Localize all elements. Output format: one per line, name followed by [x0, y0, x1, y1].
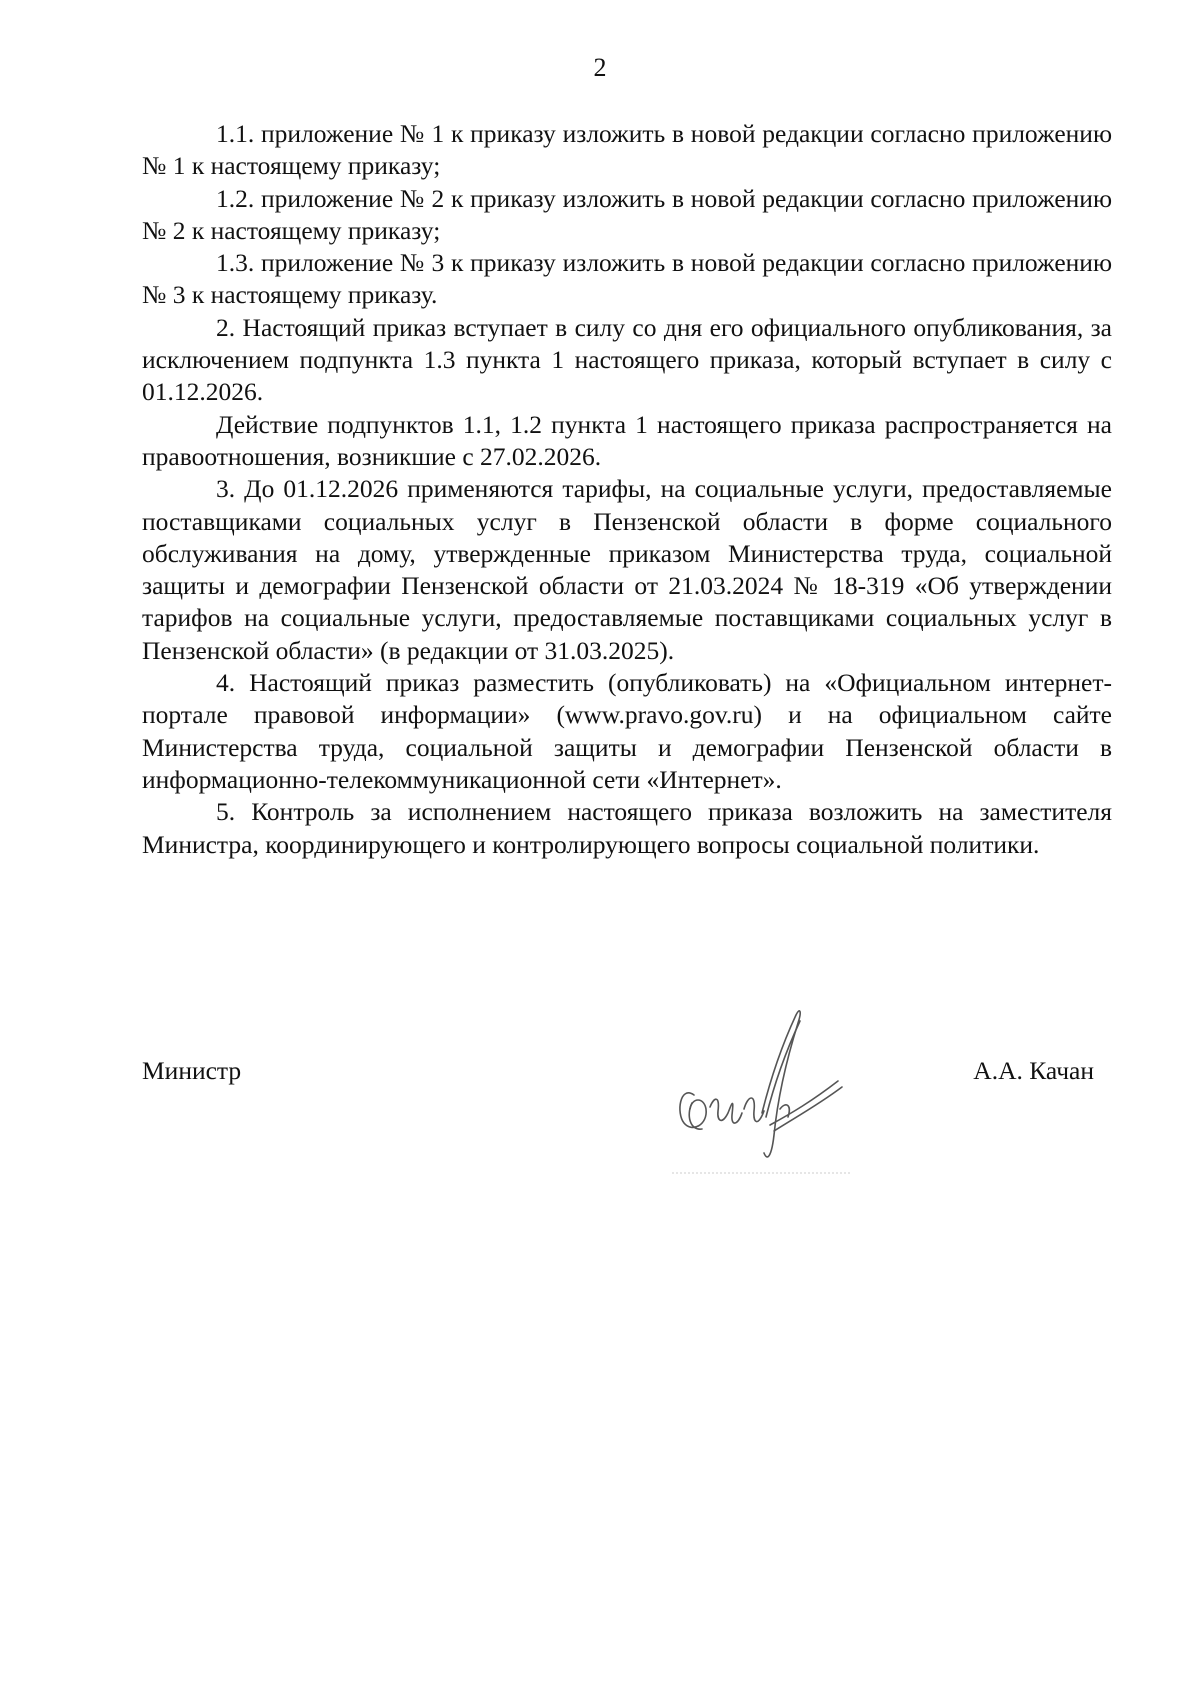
signatory-role: Министр	[142, 1056, 242, 1085]
paragraph-1-3: 1.3. приложение № 3 к приказу изложить в новой редакции согласно приложению № 3 к настоящему приказу.	[142, 248, 1112, 310]
paragraph-1-2: 1.2. приложение № 2 к приказу изложить в новой редакции согласно приложению № 2 к настоящему приказу;	[142, 183, 1112, 245]
paragraph-2-effect: Действие подпунктов 1.1, 1.2 пункта 1 настоящего приказа распространяется на правоотношения, возникшие с 27.02.2026.	[142, 409, 1112, 471]
paragraph-2: 2. Настоящий приказ вступает в силу со дня его официального опубликования, за исключением подпункта 1.3 пункта 1 настоящего приказа, который вступает в силу с 01.12.2026.	[142, 312, 1112, 407]
paragraph-4: 4. Настоящий приказ разместить (опубликовать) на «Официальном интернет-портале правовой информации» (www.pravo.gov.ru) и на официальном сайте Министерства труда, социальной защиты и демографии Пензенской области в информационно-телекоммуникационной сети «Интернет».	[142, 668, 1112, 794]
signature-block	[142, 1055, 1112, 1195]
document-body	[142, 118, 1112, 861]
handwritten-signature	[662, 985, 862, 1185]
signatory-name: А.А. Качан	[973, 1056, 1094, 1085]
paragraph-1-1: 1.1. приложение № 1 к приказу изложить в новой редакции согласно приложению № 1 к настоящему приказу;	[142, 119, 1112, 181]
paragraph-5: 5. Контроль за исполнением настоящего приказа возложить на заместителя Министра, координирующего и контролирующего вопросы социальной политики.	[142, 797, 1112, 859]
page-number: 2	[593, 53, 607, 82]
paragraph-3: 3. До 01.12.2026 применяются тарифы, на социальные услуги, предоставляемые поставщиками социальных услуг в Пензенской области в форме социального обслуживания на дому, утвержденные приказом Министерства труда, социальной защиты и демографии Пензенской области от 21.03.2024 № 18-319 «Об утверждении тарифов на социальные услуги, предоставляемые поставщиками социальных услуг в Пензенской области» (в редакции от 31.03.2025).	[142, 474, 1112, 665]
